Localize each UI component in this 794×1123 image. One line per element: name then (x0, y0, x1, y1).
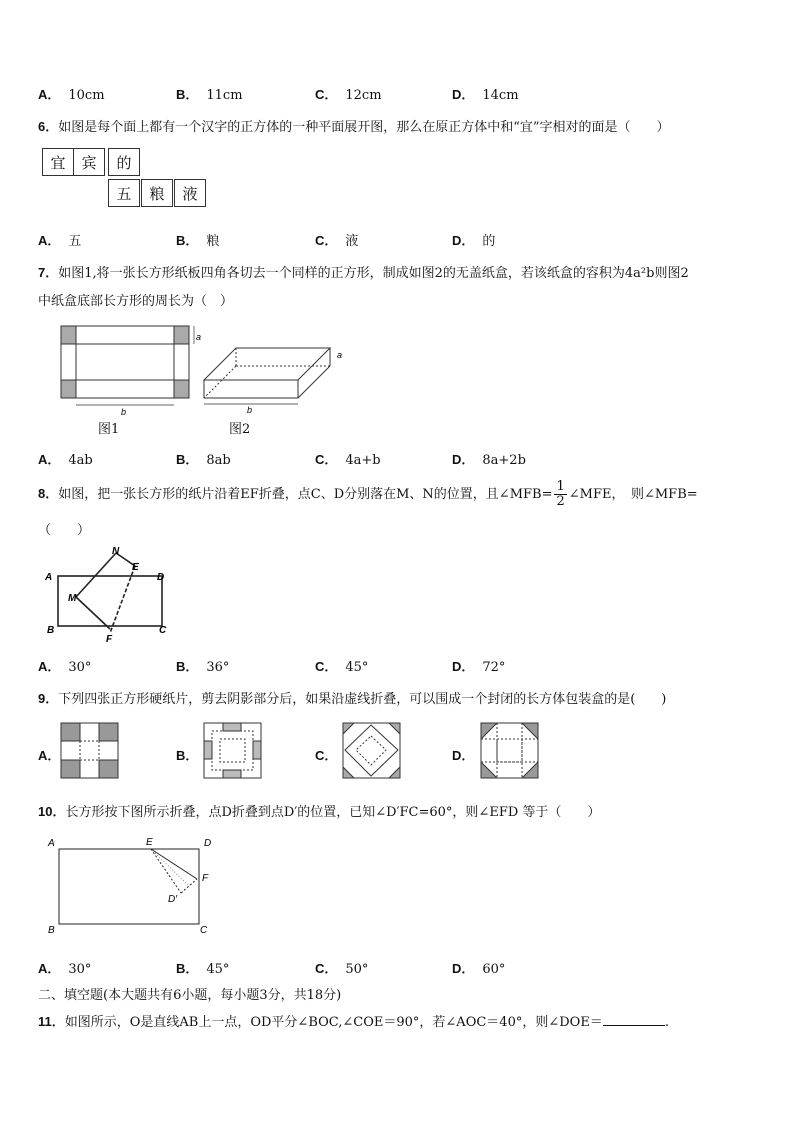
q8-label-a: A (45, 572, 53, 583)
q5-option-d: D． 14cm (452, 87, 519, 103)
q8-stem-line1: 8．如图，把一张长方形的纸片沿着EF折叠，点C、D分别落在M、N的位置，且∠MFB= $\frac{1}{2}$ ∠MFE， 则∠MFB= (38, 479, 698, 509)
q8-label-d: D (157, 572, 165, 583)
q10-stem: 10．长方形按下图所示折叠，点D折叠到点D′的位置，已知∠D′FC=60°，则∠EFD 等于（ ） (38, 804, 601, 820)
q10-label-f: F (202, 873, 209, 884)
fig1-label-b: b (121, 407, 127, 417)
q6-option-c: C． 液 (315, 233, 359, 249)
q8-label-n: N (112, 546, 120, 557)
q9-option-c-figure (342, 722, 402, 780)
q6-option-a: A． 五 (38, 233, 82, 249)
q10-label-e: E (146, 837, 153, 848)
q7-figure-2 (198, 340, 358, 420)
net-cell-4: 五 (108, 179, 140, 207)
net-cell-1: 宜 (42, 148, 74, 176)
net-cell-3: 的 (108, 148, 140, 176)
q9-option-b-figure (203, 722, 263, 780)
q7-figure-1 (55, 322, 210, 437)
q7-fig1-caption: 图1 (98, 422, 120, 437)
q9-stem: 9．下列四张正方形硬纸片，剪去阴影部分后，如果沿虚线折叠，可以围成一个封闭的长方体包装盒的是( ) (38, 691, 667, 707)
fig1-label-a: a (196, 332, 202, 342)
q9-option-b-label: B． (176, 748, 199, 763)
q8-stem-line2: （ ） (38, 523, 91, 538)
net-cell-2: 宾 (73, 148, 105, 176)
q10-option-c: C． 50° (315, 961, 369, 977)
q10-label-d: D (204, 838, 212, 849)
q10-label-b: B (48, 925, 55, 936)
q8-figure (42, 545, 182, 645)
q5-option-c: C． 12cm (315, 87, 382, 103)
q8-option-d: D． 72° (452, 659, 506, 675)
q9-option-c-label: C． (315, 748, 338, 763)
q8-option-b: B． 36° (176, 659, 230, 675)
q5-option-b: B． 11cm (176, 87, 243, 103)
q8-label-e: E (132, 562, 139, 573)
net-cell-6: 液 (174, 179, 206, 207)
q7-option-c: C． 4a+b (315, 452, 381, 468)
q8-label-m: M (68, 593, 77, 604)
q9-option-a-label: A． (38, 748, 61, 763)
q8-option-c: C． 45° (315, 659, 369, 675)
q10-option-b: B． 45° (176, 961, 230, 977)
q7-stem-line1: 7．如图1,将一张长方形纸板四角各切去一个同样的正方形，制成如图2的无盖纸盒，若该纸盒的容积为4a²b则图2 (38, 265, 689, 281)
q8-label-f: F (106, 634, 113, 645)
q9-option-d-label: D． (452, 748, 475, 763)
q8-option-a: A． 30° (38, 659, 92, 675)
fig2-label-b: b (247, 405, 253, 415)
q10-label-c: C (200, 925, 208, 936)
q11-answer-blank[interactable] (603, 1013, 665, 1026)
q10-figure (42, 832, 222, 940)
q11-stem: 11．如图所示，O是直线AB上一点，OD平分∠BOC,∠COE＝90°，若∠AOC＝40°，则∠DOE＝ . (38, 1014, 669, 1030)
q6-cube-net (42, 148, 212, 210)
q7-fig2-caption: 图2 (229, 422, 251, 437)
q6-option-d: D． 的 (452, 233, 496, 249)
q7-stem-line2: 中纸盒底部长方形的周长为（ ） (38, 294, 234, 309)
q10-label-a: A (48, 838, 55, 849)
q10-option-d: D． 60° (452, 961, 506, 977)
section-2-heading: 二、填空题(本大题共有6小题，每小题3分，共18分) (38, 988, 342, 1003)
q9-option-d-figure (480, 722, 540, 780)
q7-option-a: A． 4ab (38, 452, 93, 468)
q8-label-c: C (159, 625, 167, 636)
q7-option-d: D． 8a+2b (452, 452, 526, 468)
q6-option-b: B． 粮 (176, 233, 220, 249)
q5-option-a: A． 10cm (38, 87, 105, 103)
q7-option-b: B． 8ab (176, 452, 231, 468)
fig2-label-a: a (337, 350, 343, 360)
q8-label-b: B (47, 625, 55, 636)
q10-label-d-prime: D′ (168, 894, 178, 905)
q9-option-a-figure (60, 722, 120, 780)
net-cell-5: 粮 (141, 179, 173, 207)
q8-fraction: $\frac{1}{2}$ (556, 479, 565, 509)
q10-option-a: A． 30° (38, 961, 92, 977)
q6-stem: 6．如图是每个面上都有一个汉字的正方体的一种平面展开图，那么在原正方体中和“宜”字相对的面是（ ） (38, 119, 670, 135)
